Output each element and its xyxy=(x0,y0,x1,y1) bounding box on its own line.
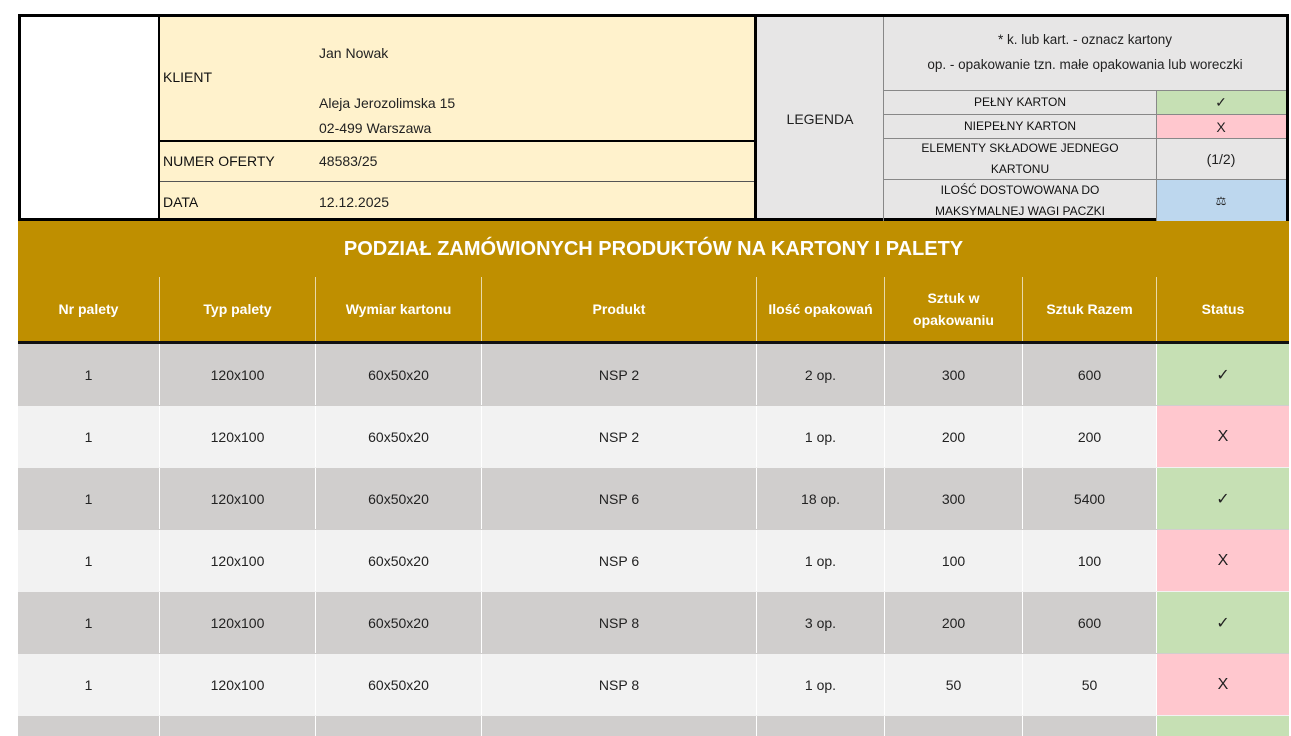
col-header-pieces-per-package-wrap xyxy=(885,277,1023,341)
cell-pallet-type: 120x100 xyxy=(160,406,316,467)
cell-pallet-no: 1 xyxy=(18,344,160,405)
cell-status: X xyxy=(1157,406,1289,467)
table-row xyxy=(18,654,1289,716)
cell-product: NSP 2 xyxy=(482,344,757,405)
cell-total-pieces: 5400 xyxy=(1023,468,1157,529)
legend-block xyxy=(757,14,1289,221)
cell-status: X xyxy=(1157,654,1289,715)
col-header-pallet-type: Typ palety xyxy=(160,277,316,341)
legend-full-carton-label: PEŁNY KARTON xyxy=(973,95,1067,109)
client-info-block xyxy=(160,14,757,221)
cell-pallet-no: 1 xyxy=(18,406,160,467)
col-header-pallet-no: Nr palety xyxy=(18,277,160,341)
cell-pallet-no: 1 xyxy=(18,654,160,715)
cell-carton-size: 60x50x20 xyxy=(316,344,482,405)
scale-icon: ⚖ xyxy=(1156,180,1286,221)
table-row xyxy=(18,344,1289,406)
cell-carton-size: 60x50x20 xyxy=(316,406,482,467)
table-row xyxy=(18,716,1289,736)
legend-weight-label: ILOŚĆ DOSTOWOWANA DO MAKSYMALNEJ WAGI PACZKI xyxy=(934,182,1106,218)
cell-total-pieces: 600 xyxy=(1023,344,1157,405)
table-row xyxy=(18,406,1289,468)
divider xyxy=(160,140,754,142)
cell-status: ✓ xyxy=(1157,468,1289,529)
cell-pieces-per-package: 300 xyxy=(885,468,1023,529)
cell-status xyxy=(1157,716,1289,736)
divider xyxy=(1156,90,1157,221)
legend-title: LEGENDA xyxy=(786,111,854,127)
client-street: Aleja Jerozolimska 15 xyxy=(319,95,456,111)
cell-pallet-type: 120x100 xyxy=(160,592,316,653)
divider xyxy=(160,181,754,182)
cell-pallet-no xyxy=(18,716,160,736)
col-header-product: Produkt xyxy=(482,277,757,341)
cell-pallet-type: 120x100 xyxy=(160,530,316,591)
cell-package-count: 1 op. xyxy=(757,406,885,467)
cell-pieces-per-package: 100 xyxy=(885,530,1023,591)
cell-pallet-type: 120x100 xyxy=(160,344,316,405)
legend-components-label: ELEMENTY SKŁADOWE JEDNEGO KARTONU xyxy=(921,141,1119,176)
cross-icon: X xyxy=(1156,115,1286,138)
legend-note-2: op. - opakowanie tzn. małe opakowania lub woreczki xyxy=(927,57,1243,72)
offer-number-value: 48583/25 xyxy=(319,153,378,169)
cell-product: NSP 6 xyxy=(482,468,757,529)
cell-total-pieces: 200 xyxy=(1023,406,1157,467)
legend-components-symbol: (1/2) xyxy=(1206,151,1236,167)
col-header-status: Status xyxy=(1201,301,1245,317)
table-row xyxy=(18,530,1289,592)
cell-carton-size: 60x50x20 xyxy=(316,468,482,529)
legend-partial-carton-label: NIEPEŁNY KARTON xyxy=(963,119,1077,133)
logo-area xyxy=(18,14,160,221)
legend-note-1: * k. lub kart. - oznacz kartony xyxy=(997,32,1173,47)
cell-carton-size: 60x50x20 xyxy=(316,654,482,715)
cell-pieces-per-package: 200 xyxy=(885,406,1023,467)
table-row xyxy=(18,468,1289,530)
cell-status: ✓ xyxy=(1157,344,1289,405)
cell-pieces-per-package xyxy=(885,716,1023,736)
cell-pieces-per-package: 300 xyxy=(885,344,1023,405)
cell-status: X xyxy=(1157,530,1289,591)
cell-pallet-no: 1 xyxy=(18,592,160,653)
cell-total-pieces: 50 xyxy=(1023,654,1157,715)
cell-package-count xyxy=(757,716,885,736)
client-name: Jan Nowak xyxy=(319,45,389,61)
cell-package-count: 2 op. xyxy=(757,344,885,405)
cell-total-pieces xyxy=(1023,716,1157,736)
table-header xyxy=(18,277,1289,344)
section-title: PODZIAŁ ZAMÓWIONYCH PRODUKTÓW NA KARTONY I PALETY xyxy=(18,221,1289,277)
offer-number-label: NUMER OFERTY xyxy=(163,153,275,169)
cell-package-count: 3 op. xyxy=(757,592,885,653)
cell-product xyxy=(482,716,757,736)
client-city: 02-499 Warszawa xyxy=(319,120,432,136)
col-header-total-pieces: Sztuk Razem xyxy=(1023,277,1157,341)
cell-product: NSP 8 xyxy=(482,592,757,653)
cell-carton-size: 60x50x20 xyxy=(316,530,482,591)
cell-product: NSP 6 xyxy=(482,530,757,591)
check-icon: ✓ xyxy=(1156,91,1286,114)
cell-package-count: 1 op. xyxy=(757,530,885,591)
col-header-carton-size: Wymiar kartonu xyxy=(316,277,482,341)
table-row xyxy=(18,592,1289,654)
legend-weight-label-wrap xyxy=(884,180,1156,221)
cell-pallet-type: 120x100 xyxy=(160,468,316,529)
cell-product: NSP 2 xyxy=(482,406,757,467)
cell-pallet-type: 120x100 xyxy=(160,654,316,715)
cell-total-pieces: 600 xyxy=(1023,592,1157,653)
cell-status: ✓ xyxy=(1157,592,1289,653)
cell-carton-size: 60x50x20 xyxy=(316,592,482,653)
date-label: DATA xyxy=(163,194,199,210)
date-value: 12.12.2025 xyxy=(319,194,390,210)
cell-carton-size xyxy=(316,716,482,736)
cell-pallet-no: 1 xyxy=(18,468,160,529)
cell-package-count: 18 op. xyxy=(757,468,885,529)
cell-package-count: 1 op. xyxy=(757,654,885,715)
cell-pieces-per-package: 50 xyxy=(885,654,1023,715)
col-header-package-count: Ilość opakowań xyxy=(757,277,885,341)
cell-total-pieces: 100 xyxy=(1023,530,1157,591)
cell-pallet-no: 1 xyxy=(18,530,160,591)
legend-components-label-wrap xyxy=(884,139,1156,179)
col-header-pieces-per-package: Sztuk w opakowaniu xyxy=(913,290,994,328)
cell-product: NSP 8 xyxy=(482,654,757,715)
cell-pallet-type xyxy=(160,716,316,736)
cell-pieces-per-package: 200 xyxy=(885,592,1023,653)
client-label: KLIENT xyxy=(163,69,213,85)
